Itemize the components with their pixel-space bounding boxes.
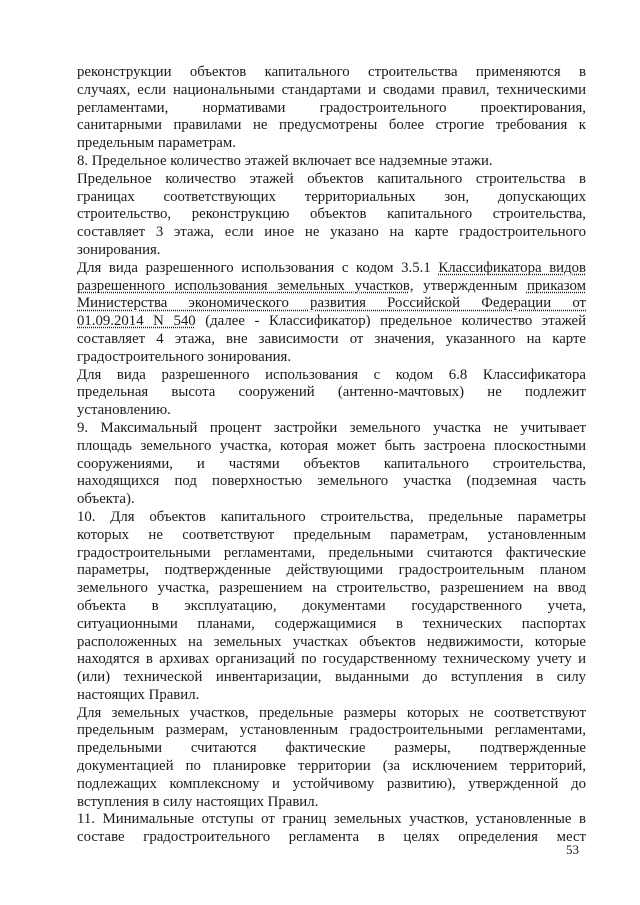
- text-line: реконструкции объектов капитального строительства применяются в: [77, 64, 586, 80]
- text-line: градостроительного зонирования.: [77, 348, 292, 365]
- text-line: случаях, если национальными стандартами и сводами правил, техническими: [77, 81, 586, 98]
- text-line: сооружениями, и частями объектов капитального строительства,: [77, 455, 586, 472]
- text-line: зонирования.: [77, 241, 161, 258]
- text-line: 9. Максимальный процент застройки земельного участка не учитывает: [77, 419, 586, 436]
- text-line: расположенных на земельных участках объектов недвижимости, которые: [77, 633, 586, 650]
- text-line: санитарными правилами не предусмотрены более строгие требования к: [77, 117, 586, 134]
- text-line: предельными считаются фактические размеры, подтвержденные: [77, 740, 586, 757]
- text-line: документацией по планировке территории (за исключением территорий,: [77, 758, 586, 775]
- text-line: земельного участка, разрешением на строительство, разрешением на ввод: [77, 580, 586, 597]
- classifier-link[interactable]: разрешенного использования земельных участков: [77, 277, 410, 294]
- text-line: предельная высота сооружений (антенно-мачтовых) не подлежит: [77, 384, 586, 401]
- text-line: предельным размерам, установленным градостроительными регламентами,: [77, 722, 586, 739]
- text-line: Для земельных участков, предельные размеры которых не соответствуют: [77, 704, 586, 721]
- text-line: составляет 4 этажа, вне зависимости от значения, указанного на карте: [77, 330, 586, 347]
- text-line: находящихся под поверхностью земельного участка (подземная часть: [77, 473, 586, 490]
- text-line: составляет 3 этажа, если иное не указано на карте градостроительного: [77, 224, 586, 241]
- text-line: составе градостроительного регламента в целях определения мест: [77, 829, 586, 846]
- text-line: объекта).: [77, 491, 135, 508]
- text-line: 11. Минимальные отступы от границ земельных участков, установленные в: [77, 811, 586, 828]
- order-link[interactable]: 01.09.2014 N 540: [77, 313, 196, 330]
- text-line: разрешенного использования земельных участков, утвержденным приказом: [77, 277, 586, 294]
- text-line: ситуационными планами, содержащимися в технических паспортах: [77, 615, 586, 632]
- text-line: находятся в архивах организаций по государственному техническому учету и: [77, 651, 586, 668]
- text-line: предельным параметрам.: [77, 135, 236, 152]
- text-line: [77, 295, 586, 313]
- text-line: (или) технической инвентаризации, выданными до вступления в силу: [77, 669, 586, 686]
- body-text: [77, 64, 586, 847]
- text-line: Предельное количество этажей объектов капитального строительства в: [77, 170, 586, 187]
- text-line: параметры, подтвержденные действующими градостроительным планом: [77, 562, 586, 579]
- order-link[interactable]: Министерства экономического развития Российской Федерации от: [77, 295, 586, 312]
- text-line: Для вида разрешенного использования с кодом 3.5.1 Классификатора видов: [77, 259, 586, 276]
- text-line: объекта в эксплуатацию, документами государственного учета,: [77, 597, 586, 614]
- text-line: границах соответствующих территориальных зон, допускающих: [77, 188, 586, 205]
- text-line: вступления в силу настоящих Правил.: [77, 793, 319, 810]
- text-line: регламентами, нормативами градостроительного проектирования,: [77, 99, 586, 116]
- text-line: площадь земельного участка, которая может быть застроена плоскостными: [77, 437, 586, 454]
- text-line: настоящих Правил.: [77, 686, 200, 703]
- text-line: установлению.: [77, 402, 171, 419]
- order-link[interactable]: приказом: [526, 277, 586, 294]
- text-line: 10. Для объектов капитального строительства, предельные параметры: [77, 508, 586, 525]
- classifier-link[interactable]: Классификатора видов: [438, 259, 586, 276]
- text-line: 8. Предельное количество этажей включает все надземные этажи.: [77, 152, 493, 169]
- page-number: 53: [566, 842, 579, 857]
- text-line: которых не соответствуют предельным параметрам, установленным: [77, 526, 586, 543]
- text-line: градостроительными регламентами, предельными считаются фактические: [77, 544, 586, 561]
- text-line: подлежащих комплексному и устойчивому развитию), утвержденной до: [77, 775, 586, 792]
- text-line: Для вида разрешенного использования с кодом 6.8 Классификатора: [77, 366, 586, 383]
- text-line: 01.09.2014 N 540 (далее - Классификатор) предельное количество этажей: [77, 313, 586, 330]
- text-line: строительство, реконструкцию объектов капитального строительства,: [77, 206, 586, 223]
